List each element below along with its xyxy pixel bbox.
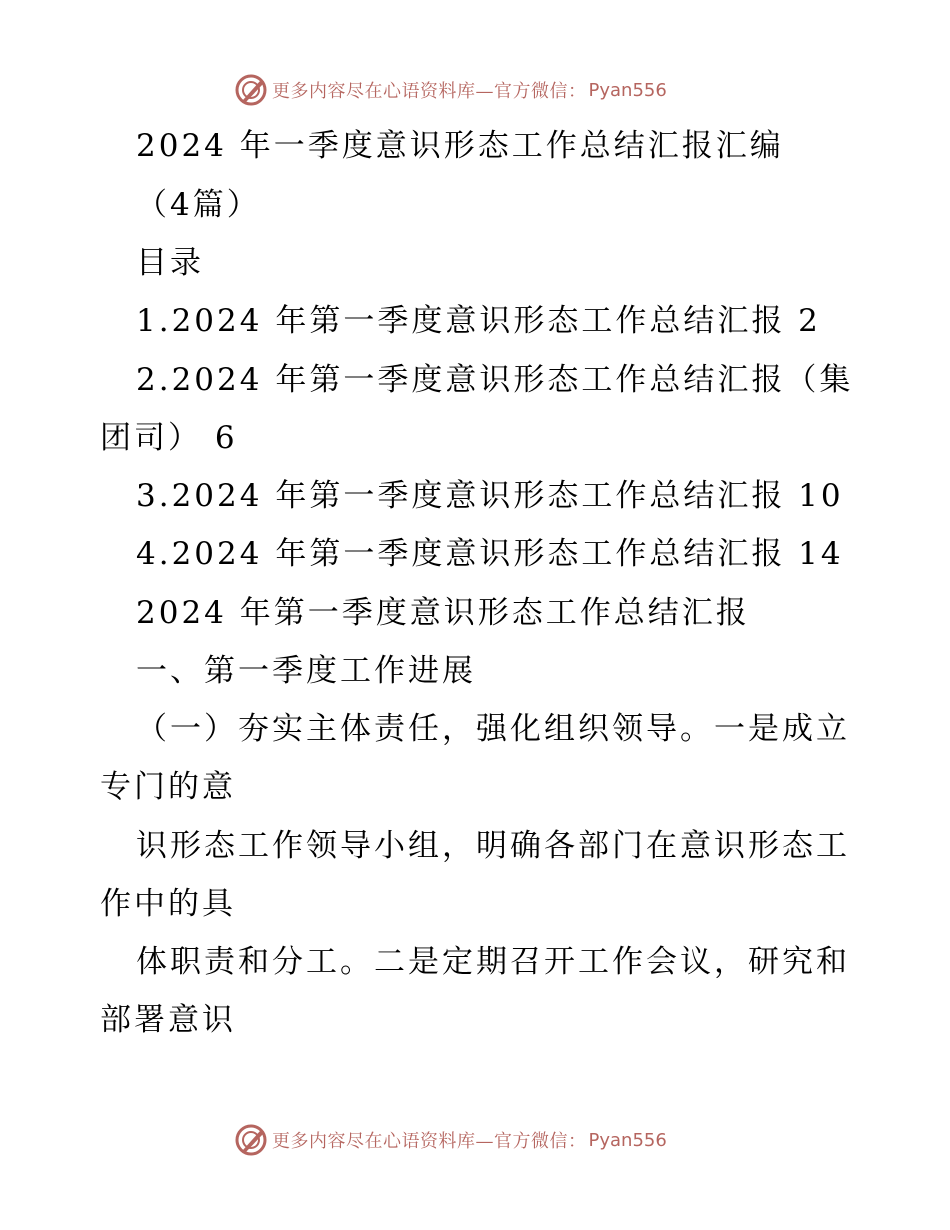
watermark-text: 更多内容尽在心语资料库—官方微信：	[272, 81, 587, 102]
section-title: 2024 年第一季度意识形态工作总结汇报	[136, 595, 750, 631]
toc-item-4: 4.2024 年第一季度意识形态工作总结汇报 14	[136, 536, 844, 572]
toc-item-2-continued: 团司） 6	[100, 420, 238, 456]
pen-logo-icon	[234, 1123, 268, 1157]
header-watermark	[234, 72, 667, 108]
toc-item-3: 3.2024 年第一季度意识形态工作总结汇报 10	[136, 478, 844, 514]
watermark-wechat-id: Pyan556	[588, 79, 667, 101]
pen-logo-icon	[234, 73, 268, 107]
paragraph-line: （一）夯实主体责任，强化组织领导。一是成立	[136, 711, 850, 747]
document-subtitle: （4篇）	[136, 187, 261, 223]
section-heading-1: 一、第一季度工作进展	[136, 653, 476, 689]
paragraph-line: 作中的具	[100, 886, 236, 922]
paragraph-line: 部署意识	[100, 1002, 236, 1038]
toc-item-1: 1.2024 年第一季度意识形态工作总结汇报 2	[136, 303, 821, 339]
toc-item-2: 2.2024 年第一季度意识形态工作总结汇报（集	[136, 362, 854, 398]
paragraph-line: 专门的意	[100, 769, 236, 805]
paragraph-line: 体职责和分工。二是定期召开工作会议，研究和	[136, 944, 850, 980]
watermark-text: 更多内容尽在心语资料库—官方微信：	[272, 1131, 587, 1152]
document-title: 2024 年一季度意识形态工作总结汇报汇编	[136, 128, 784, 164]
toc-heading: 目录	[136, 245, 204, 281]
footer-watermark	[234, 1122, 667, 1158]
paragraph-line: 识形态工作领导小组，明确各部门在意识形态工	[136, 828, 850, 864]
watermark-wechat-id: Pyan556	[588, 1129, 667, 1151]
